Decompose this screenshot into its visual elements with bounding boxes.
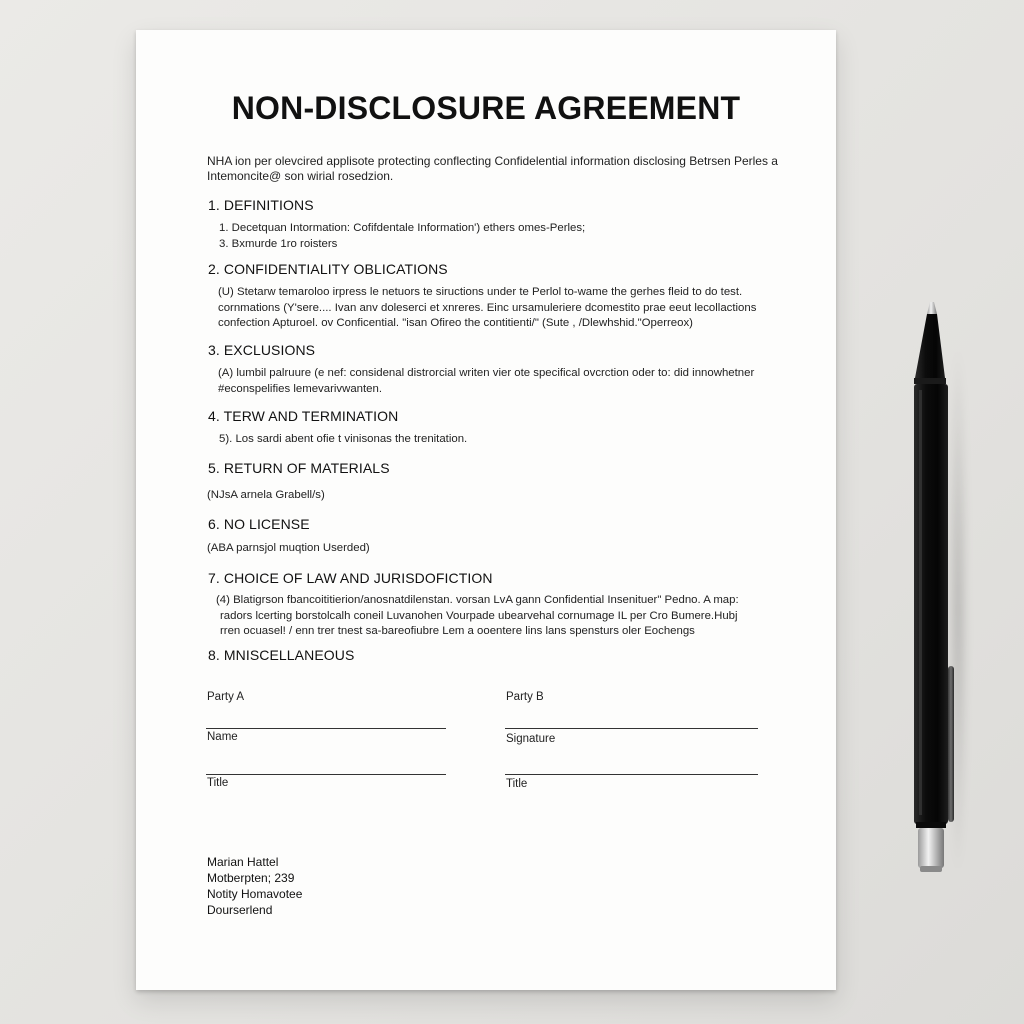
section-line: 5). Los sardi abent ofie t vinisonas the trenitation. xyxy=(219,433,468,445)
section-line: (U) Stetarw temaroloo irpress le netuors te siructions under te Perlol to-wame the gerhes fleid to do test. xyxy=(218,286,743,298)
section-heading-confidentiality: 2. CONFIDENTIALITY OBLICATIONS xyxy=(208,261,448,277)
section-line: 3. Bxmurde 1ro roisters xyxy=(219,237,338,250)
party-a-title-line[interactable] xyxy=(206,774,446,775)
section-heading-exclusions: 3. EXCLUSIONS xyxy=(208,342,316,358)
address-line: Marian Hattel xyxy=(207,855,279,869)
section-heading-no-license: 6. NO LICENSE xyxy=(208,516,310,532)
address-line: Dourserlend xyxy=(207,903,273,917)
party-b-title-line[interactable] xyxy=(505,774,758,775)
party-b-label: Party B xyxy=(506,691,544,703)
section-heading-definitions: 1. DEFINITIONS xyxy=(208,197,314,213)
section-line: (A) lumbil palruure (e nef: considenal distrorcial writen vier ote specifical ovcrction oder to: did innowhetner xyxy=(218,367,755,379)
document-title: NON-DISCLOSURE AGREEMENT xyxy=(231,90,741,126)
address-block xyxy=(207,854,302,918)
section-line: confection Apturoel. ov Conficential. "isan Ofireo the contitienti/" (Sute , /Dlewhshid."Operreox) xyxy=(218,317,693,329)
section-heading-choice-of-law: 7. CHOICE OF LAW AND JURISDOFICTION xyxy=(208,570,493,586)
section-body-return xyxy=(207,488,325,504)
section-line: rren ocuasel! / enn trer tnest sa-bareofiubre Lem a ooentere lins lans spensturs oler Eochengs xyxy=(220,625,695,637)
party-a-title-label: Title xyxy=(207,777,229,789)
intro-line: Intemoncite@ son wirial rosedzion. xyxy=(207,169,394,183)
section-line: radors lcerting borstolcalh coneil Luvanohen Vourpade ubearvehal cornumage IL per Cro Bumere.Hubj xyxy=(220,609,738,622)
section-heading-term: 4. TERW AND TERMINATION xyxy=(208,408,399,424)
section-line: (4) Blatigrson fbancoititierion/anosnatdilenstan. vorsan LvA gann Confidential Insenituer" Pedno. A map: xyxy=(216,594,739,606)
section-heading-return: 5. RETURN OF MATERIALS xyxy=(208,460,390,476)
section-body-no-license xyxy=(207,541,370,557)
section-body-definitions xyxy=(219,221,585,252)
signature-label: Signature xyxy=(506,733,556,745)
name-label: Name xyxy=(207,731,238,743)
intro-paragraph xyxy=(207,154,807,184)
section-body-choice-of-law xyxy=(216,593,739,640)
section-line: (ABA parnsjol muqtion Userded) xyxy=(207,542,370,554)
party-b-signature-line[interactable] xyxy=(505,728,758,729)
address-line: Motberpten; 239 xyxy=(207,871,295,885)
document-page xyxy=(136,30,836,990)
section-line: #econspelifies lemevarivwanten. xyxy=(218,382,382,395)
section-body-term xyxy=(219,432,467,448)
section-heading-miscellaneous: 8. MNISCELLANEOUS xyxy=(208,647,355,663)
party-b-title-label: Title xyxy=(506,778,528,790)
pen-icon[interactable] xyxy=(904,300,964,900)
section-line: (NJsA arnela Grabell/s) xyxy=(207,489,325,501)
section-body-exclusions xyxy=(218,366,754,397)
intro-line: NHA ion per olevcired applisote protecting conflecting Confidelential information disclosing Betrsen Perles a xyxy=(207,154,778,168)
address-line: Notity Homavotee xyxy=(207,887,303,901)
section-body-confidentiality xyxy=(218,285,756,332)
party-a-name-line[interactable] xyxy=(206,728,446,729)
party-a-label: Party A xyxy=(207,691,245,703)
section-line: cornmations (Y'sere.... Ivan anv doleserci et xnreres. Einc ursamuleriere dcomestito prae eeut lecollactions xyxy=(218,301,757,314)
section-line: 1. Decetquan Intormation: Cofifdentale Information') ethers omes-Perles; xyxy=(219,222,586,234)
